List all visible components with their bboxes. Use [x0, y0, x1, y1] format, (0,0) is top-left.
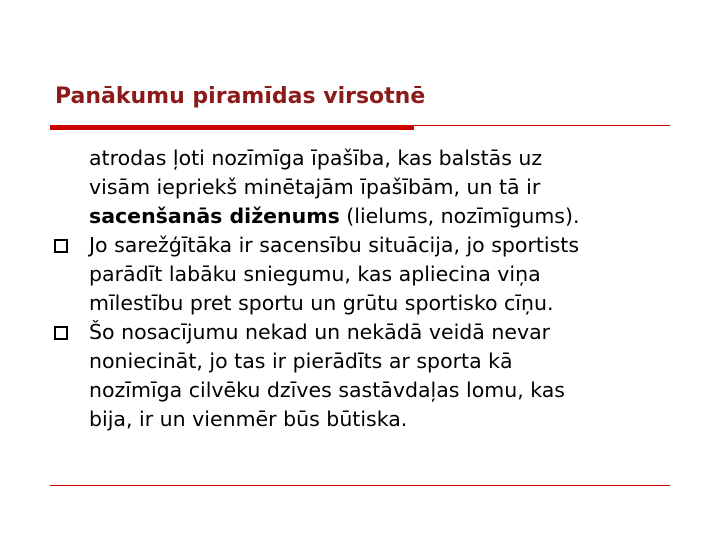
text-line: [89, 260, 686, 289]
text-run: bija, ir un vienmēr būs būtiska.: [89, 407, 408, 431]
text-run: Šo nosacījumu nekad un nekādā veidā nevar: [89, 320, 551, 344]
text-line: [89, 289, 686, 318]
text-line: [89, 202, 686, 231]
slide-body: [54, 144, 686, 434]
text-run: noniecināt, jo tas ir pierādīts ar sporta kā: [89, 349, 513, 373]
text-line: [89, 318, 686, 347]
bold-text: sacenšanās diženums: [89, 204, 340, 228]
text-line: [89, 144, 686, 173]
slide-title: Panākumu piramīdas virsotnē: [55, 84, 426, 109]
text-line: [89, 376, 686, 405]
paragraph: [54, 318, 686, 434]
text-run: nozīmīga cilvēku dzīves sastāvdaļas lomu, kas: [89, 378, 565, 402]
text-line: [89, 405, 686, 434]
paragraph: [54, 231, 686, 318]
hollow-square-bullet-icon: [54, 239, 68, 253]
text-run: mīlestību pret sportu un grūtu sportisko cīņu.: [89, 291, 554, 315]
text-run: atrodas ļoti nozīmīga īpašība, kas balstās uz: [89, 146, 543, 170]
footer-rule: [50, 485, 670, 486]
text-line: [89, 231, 686, 260]
text-line: [89, 347, 686, 376]
text-run: Jo sarežģītāka ir sacensību situācija, jo sportists: [89, 233, 580, 257]
hollow-square-bullet-icon: [54, 326, 68, 340]
text-run: parādīt labāku sniegumu, kas apliecina viņa: [89, 262, 541, 286]
text-line: [89, 173, 686, 202]
text-run: (lielums, nozīmīgums).: [339, 204, 580, 228]
paragraph: [54, 144, 686, 231]
title-underline-thick: [50, 125, 414, 130]
text-run: visām iepriekš minētajām īpašībām, un tā ir: [89, 175, 541, 199]
